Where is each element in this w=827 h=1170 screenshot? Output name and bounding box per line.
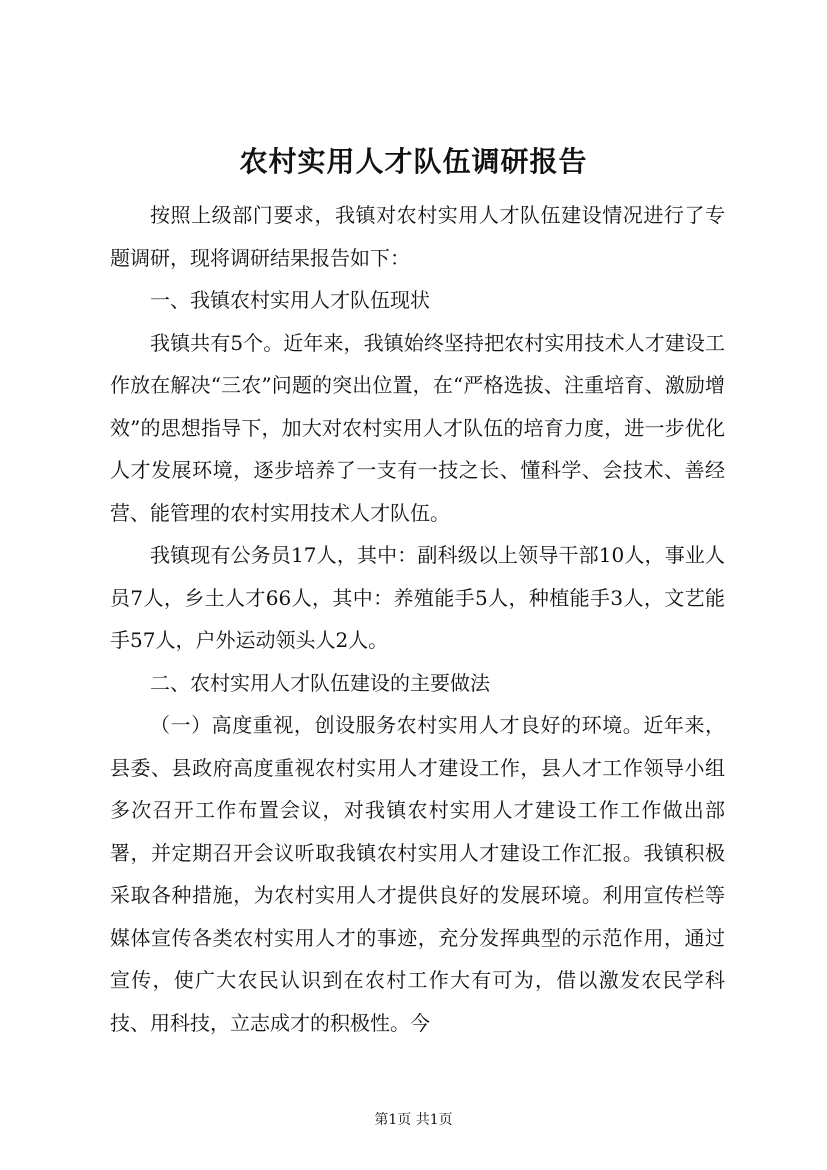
section-heading-2: 二、农村实用人才队伍建设的主要做法	[150, 670, 490, 695]
measures-paragraph: （一）高度重视，创设服务农村实用人才良好的环境。近年来，县委、县政府高度重视农村实用人才建设工作，县人才工作领导小组多次召开工作布置会议，对我镇农村实用人才建设工作工作做出部署，并定期召开会议听取我镇农村实用人才建设工作汇报。我镇积极采取各种措施，为农村实用人才提供良好的发展环境。利用宣传栏等媒体宣传各类农村实用人才的事迹，充分发挥典型的示范作用，通过宣传，使广大农民认识到在农村工作大有可为，借以激发农民学科技、用科技，立志成才的积极性。今	[110, 713, 725, 1035]
staff-paragraph: 我镇现有公务员17人，其中：副科级以上领导干部10人，事业人员7人，乡土人才66人，其中：养殖能手5人，种植能手3人，文艺能手57人，户外运动领头人2人。	[110, 543, 725, 652]
intro-paragraph: 按照上级部门要求，我镇对农村实用人才队伍建设情况进行了专题调研，现将调研结果报告如下：	[110, 203, 725, 270]
document-title: 农村实用人才队伍调研报告	[239, 145, 588, 178]
document-body	[110, 194, 725, 1044]
page-footer: 第1页 共1页	[374, 1112, 453, 1128]
status-paragraph: 我镇共有5个。近年来，我镇始终坚持把农村实用技术人才建设工作放在解决“三农”问题的突出位置，在“严格选拔、注重培育、激励增效”的思想指导下，加大对农村实用人才队伍的培育力度，进一步优化人才发展环境，逐步培养了一支有一技之长、懂科学、会技术、善经营、能管理的农村实用技术人才队伍。	[110, 330, 725, 525]
section-heading-1: 一、我镇农村实用人才队伍现状	[150, 288, 430, 312]
